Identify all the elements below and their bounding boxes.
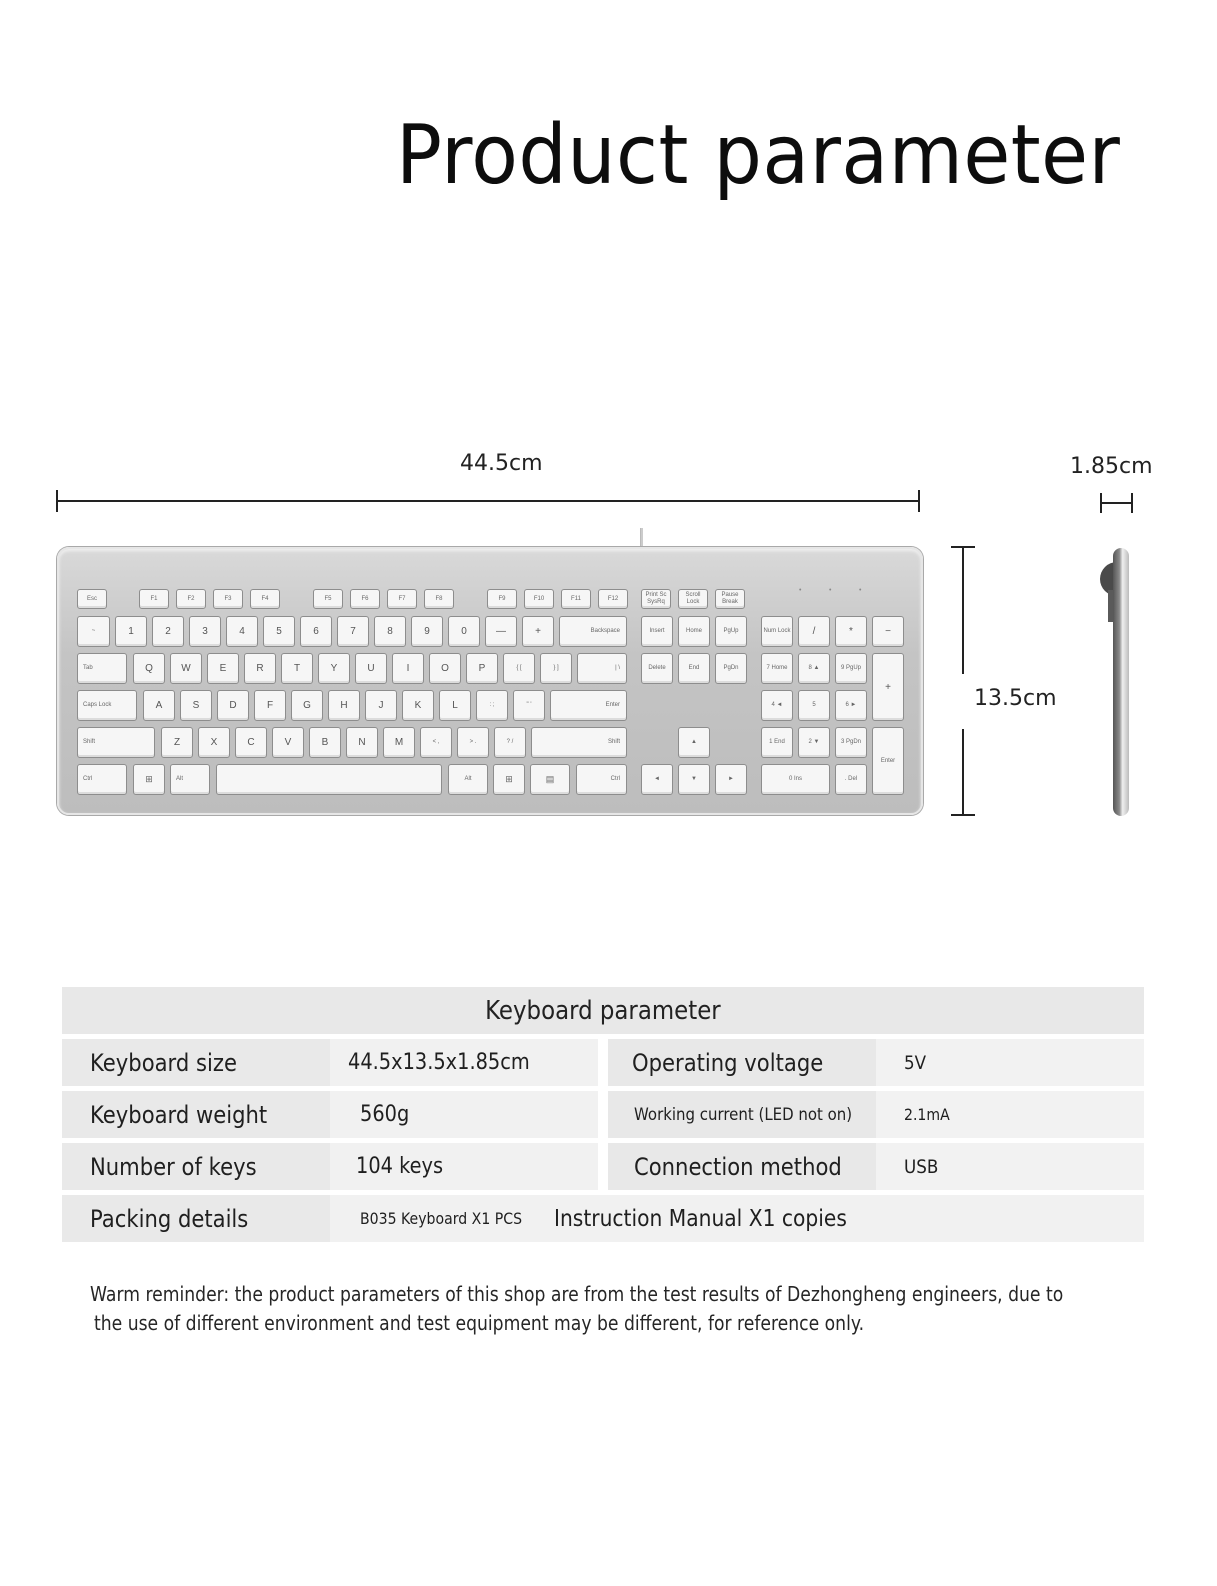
- key-4: 4: [226, 616, 258, 647]
- menu-icon: ▤: [545, 774, 555, 784]
- key-x: X: [198, 727, 230, 758]
- param-value: 560g: [330, 1091, 598, 1138]
- key-pgdn: PgDn: [715, 653, 747, 684]
- key-f6: F6: [350, 589, 380, 609]
- key-numpad-decimal: . Del: [835, 764, 867, 795]
- key-f: F: [254, 690, 286, 721]
- key-numpad-9: 9 PgUp: [835, 653, 867, 684]
- depth-dimension-tick-left: [1100, 493, 1102, 513]
- param-value: 44.5x13.5x1.85cm: [330, 1039, 598, 1086]
- key-i: I: [392, 653, 424, 684]
- width-dimension-tick-left: [56, 490, 58, 512]
- param-label: Operating voltage: [608, 1039, 876, 1086]
- width-dimension-tick-right: [918, 490, 920, 512]
- key-left-ctrl: Ctrl: [77, 764, 127, 795]
- packing-item-manual: Instruction Manual X1 copies: [554, 1205, 848, 1232]
- led-indicator-num: •: [799, 587, 802, 594]
- key-semicolon: : ;: [476, 690, 508, 721]
- key-c: C: [235, 727, 267, 758]
- key-y: Y: [318, 653, 350, 684]
- key-scroll-lock: Scroll Lock: [678, 589, 708, 609]
- key-o: O: [429, 653, 461, 684]
- key-6: 6: [300, 616, 332, 647]
- key-q: Q: [133, 653, 165, 684]
- key-m: M: [383, 727, 415, 758]
- param-value: 2.1mA: [876, 1091, 1144, 1138]
- key-tab: Tab: [77, 653, 127, 684]
- key-f5: F5: [313, 589, 343, 609]
- key-numpad-7: 7 Home: [761, 653, 793, 684]
- key-f8: F8: [424, 589, 454, 609]
- depth-dimension-tick-right: [1131, 493, 1133, 513]
- key-numpad-multiply: *: [835, 616, 867, 647]
- key-numpad-plus: +: [872, 653, 904, 721]
- key-right-shift: Shift: [531, 727, 627, 758]
- key-numpad-divide: /: [798, 616, 830, 647]
- param-label: Packing details: [62, 1195, 330, 1242]
- key-numpad-2: 2 ▼: [798, 727, 830, 758]
- key-backspace: Backspace: [559, 616, 627, 647]
- key-numpad-minus: −: [872, 616, 904, 647]
- param-value: [330, 1195, 1144, 1242]
- led-indicator-caps: •: [829, 587, 832, 594]
- key-caps-lock: Caps Lock: [77, 690, 137, 721]
- key-arrow-right: ►: [715, 764, 747, 795]
- key-comma: < ,: [420, 727, 452, 758]
- key-g: G: [291, 690, 323, 721]
- key-w: W: [170, 653, 202, 684]
- key-left-win: [133, 764, 165, 795]
- param-value: USB: [876, 1143, 1144, 1190]
- key-equals: +: [522, 616, 554, 647]
- key-numpad-4: 4 ◄: [761, 690, 793, 721]
- key-slash: ? /: [494, 727, 526, 758]
- keyboard-illustration: [57, 547, 923, 815]
- key-tilde: ~: [77, 616, 110, 647]
- parameter-table: [62, 987, 1144, 1242]
- depth-dimension-label: 1.85cm: [1070, 454, 1153, 479]
- page-title: Product parameter: [396, 108, 1121, 203]
- key-backslash: | \: [577, 653, 627, 684]
- key-numpad-3: 3 PgDn: [835, 727, 867, 758]
- key-f2: F2: [176, 589, 206, 609]
- key-left-shift: Shift: [77, 727, 155, 758]
- key-numpad-0: 0 Ins: [761, 764, 830, 795]
- key-insert: Insert: [641, 616, 673, 647]
- key-u: U: [355, 653, 387, 684]
- windows-icon: ⊞: [145, 774, 153, 784]
- key-9: 9: [411, 616, 443, 647]
- param-value: 104 keys: [330, 1143, 598, 1190]
- key-b: B: [309, 727, 341, 758]
- key-right-alt: Alt: [448, 764, 488, 795]
- height-dimension-tick-bottom: [951, 814, 975, 816]
- key-7: 7: [337, 616, 369, 647]
- key-e: E: [207, 653, 239, 684]
- key-enter: Enter: [550, 690, 627, 721]
- param-label: Keyboard weight: [62, 1091, 330, 1138]
- windows-icon: ⊞: [505, 774, 513, 784]
- depth-dimension-line: [1100, 502, 1132, 504]
- table-row: [62, 1039, 1144, 1086]
- key-p: P: [466, 653, 498, 684]
- key-s: S: [180, 690, 212, 721]
- key-t: T: [281, 653, 313, 684]
- table-header: Keyboard parameter: [62, 987, 1144, 1034]
- key-d: D: [217, 690, 249, 721]
- key-spacebar: [216, 764, 442, 795]
- key-end: End: [678, 653, 710, 684]
- keyboard-side-profile: [1113, 548, 1129, 816]
- key-f7: F7: [387, 589, 417, 609]
- table-row-packing: [62, 1195, 1144, 1242]
- key-esc: Esc: [77, 589, 107, 609]
- key-arrow-left: ◄: [641, 764, 673, 795]
- key-right-bracket: } ]: [540, 653, 572, 684]
- key-f11: F11: [561, 589, 591, 609]
- table-row: [62, 1091, 1144, 1138]
- param-label: Connection method: [608, 1143, 876, 1190]
- key-menu: [530, 764, 570, 795]
- height-dimension-line-bottom: [962, 729, 964, 815]
- key-left-alt: Alt: [170, 764, 210, 795]
- key-numpad-6: 6 ►: [835, 690, 867, 721]
- key-num-lock: Num Lock: [761, 616, 793, 647]
- key-a: A: [143, 690, 175, 721]
- param-label: Number of keys: [62, 1143, 330, 1190]
- param-label: Working current (LED not on): [608, 1091, 876, 1138]
- key-j: J: [365, 690, 397, 721]
- key-h: H: [328, 690, 360, 721]
- key-print-screen: Print Sc SysRq: [641, 589, 671, 609]
- key-f10: F10: [524, 589, 554, 609]
- key-numpad-enter: Enter: [872, 727, 904, 795]
- led-indicator-scroll: •: [859, 587, 862, 594]
- key-home: Home: [678, 616, 710, 647]
- key-numpad-5: 5: [798, 690, 830, 721]
- key-2: 2: [152, 616, 184, 647]
- key-arrow-down: ▼: [678, 764, 710, 795]
- key-3: 3: [189, 616, 221, 647]
- key-delete: Delete: [641, 653, 673, 684]
- key-pause-break: Pause Break: [715, 589, 745, 609]
- key-8: 8: [374, 616, 406, 647]
- width-dimension-label: 44.5cm: [460, 451, 543, 476]
- key-r: R: [244, 653, 276, 684]
- key-z: Z: [161, 727, 193, 758]
- height-dimension-label: 13.5cm: [974, 686, 1057, 711]
- key-l: L: [439, 690, 471, 721]
- param-value: 5V: [876, 1039, 1144, 1086]
- key-arrow-up: ▲: [678, 727, 710, 758]
- key-right-win: [493, 764, 525, 795]
- key-v: V: [272, 727, 304, 758]
- param-label: Keyboard size: [62, 1039, 330, 1086]
- key-pgup: PgUp: [715, 616, 747, 647]
- table-row: [62, 1143, 1144, 1190]
- key-f12: F12: [598, 589, 628, 609]
- key-numpad-8: 8 ▲: [798, 653, 830, 684]
- key-k: K: [402, 690, 434, 721]
- key-numpad-1: 1 End: [761, 727, 793, 758]
- warm-reminder: Warm reminder: the product parameters of this shop are from the test results of Dezhongheng engineers, due to the use of different environment and test equipment may be different, for reference only.: [90, 1282, 1064, 1335]
- key-f9: F9: [487, 589, 517, 609]
- key-period: > .: [457, 727, 489, 758]
- key-right-ctrl: Ctrl: [576, 764, 627, 795]
- width-dimension-line: [56, 500, 920, 502]
- height-dimension-line-top: [962, 546, 964, 674]
- key-5: 5: [263, 616, 295, 647]
- key-quote: " ': [513, 690, 545, 721]
- key-0: 0: [448, 616, 480, 647]
- key-left-bracket: { [: [503, 653, 535, 684]
- key-f1: F1: [139, 589, 169, 609]
- key-f3: F3: [213, 589, 243, 609]
- key-1: 1: [115, 616, 147, 647]
- key-n: N: [346, 727, 378, 758]
- key-f4: F4: [250, 589, 280, 609]
- key-minus: —: [485, 616, 517, 647]
- packing-item-keyboard: B035 Keyboard X1 PCS: [360, 1209, 523, 1228]
